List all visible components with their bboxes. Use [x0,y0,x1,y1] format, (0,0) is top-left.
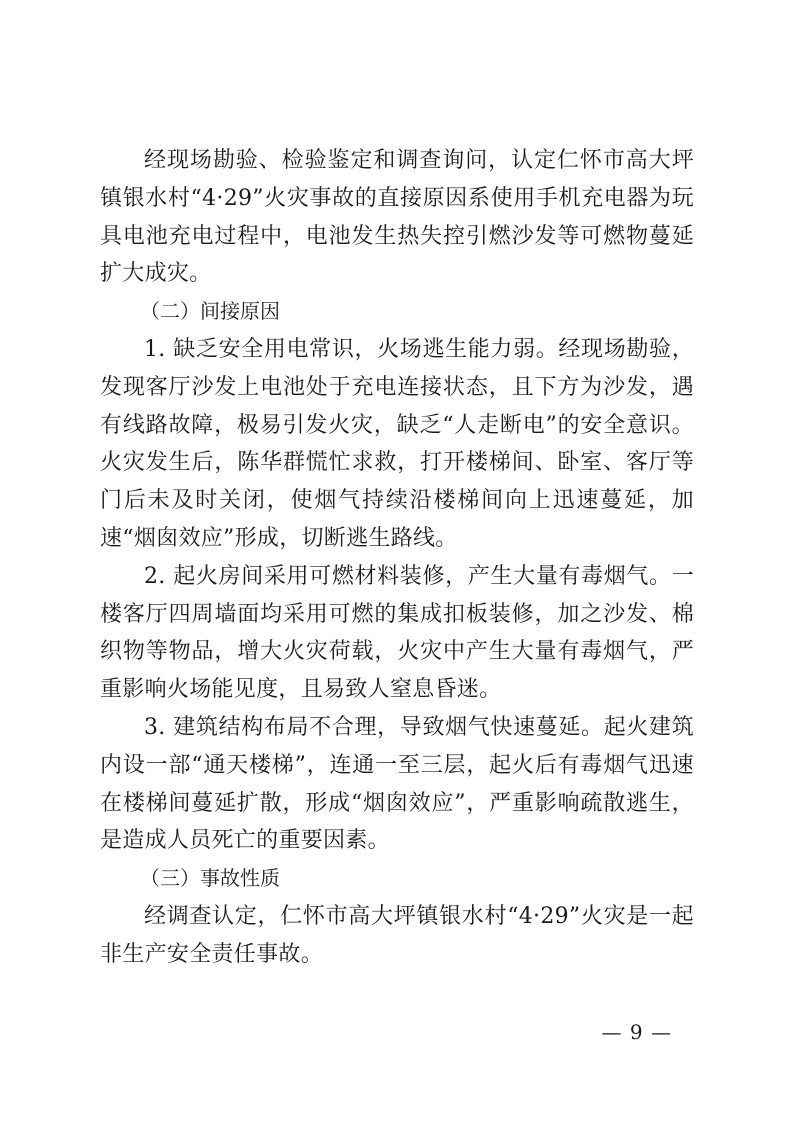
heading-accident-nature: （三）事故性质 [140,866,280,891]
paragraph-cause-3: 3. 建筑结构布局不合理，导致烟气快速蔓延。起火建筑内设一部“通天楼梯”，连通一至三层，起火后有毒烟气迅速在楼梯间蔓延扩散，形成“烟囱效应”，严重影响疏散逃生，是造成人员死亡的重要因素。 [100,714,694,854]
document-body [100,142,694,974]
page-number: — 9 — [601,1020,672,1044]
paragraph-direct-cause: 经现场勘验、检验鉴定和调查询问，认定仁怀市高大坪镇银水村“4·29”火灾事故的直接原因系使用手机充电器为玩具电池充电过程中，电池发生热失控引燃沙发等可燃物蔓延扩大成灾。 [100,148,694,287]
heading-indirect-cause: （二）间接原因 [140,299,280,324]
paragraph-cause-1: 1. 缺乏安全用电常识，火场逃生能力弱。经现场勘验，发现客厅沙发上电池处于充电连接状态，且下方为沙发，遇有线路故障，极易引发火灾，缺乏“人走断电”的安全意识。火灾发生后，陈华群慌忙求救，打开楼梯间、卧室、客厅等门后未及时关闭，使烟气持续沿楼梯间向上迅速蔓延，加速“烟囱效应”形成，切断逃生路线。 [100,336,694,551]
paragraph-accident-nature: 经调查认定，仁怀市高大坪镇银水村“4·29”火灾是一起非生产安全责任事故。 [100,903,694,967]
paragraph-cause-2: 2. 起火房间采用可燃材料装修，产生大量有毒烟气。一楼客厅四周墙面均采用可燃的集成扣板装修，加之沙发、棉织物等物品，增大火灾荷载，火灾中产生大量有毒烟气，严重影响火场能见度，且易致人窒息昏迷。 [100,563,694,703]
